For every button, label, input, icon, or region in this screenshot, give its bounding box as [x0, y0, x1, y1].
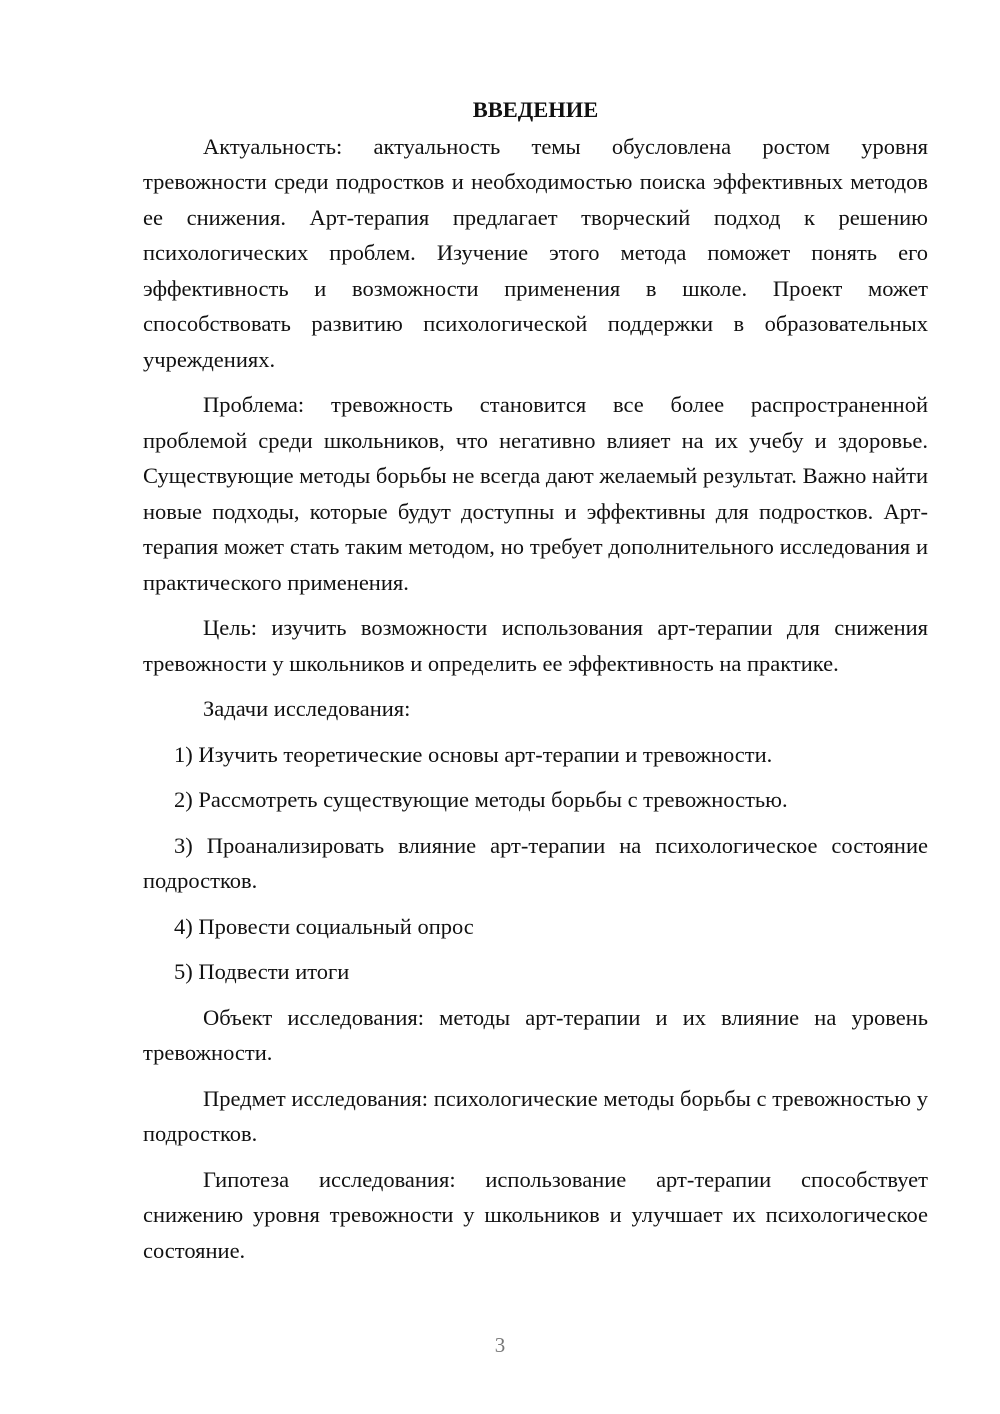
object-paragraph: Объект исследования: методы арт-терапии и их влияние на уровень тревожности.	[143, 1004, 928, 1065]
task-item: 2) Рассмотреть существующие методы борьбы с тревожностью.	[174, 787, 788, 812]
page-number: 3	[494, 1333, 506, 1357]
task-item: 4) Провести социальный опрос	[174, 913, 474, 939]
problem-paragraph: Проблема: тревожность становится все более распространенной проблемой среди школьников, что негативно влияет на их учебу и здоровье. Существующие методы борьбы не всегда дают желаемый результат. Важно найти новые подходы, которые будут доступны и эффективны для подростков. Арт-терапия может стать таким методом, но требует дополнительного исследования и практического применения.	[143, 392, 928, 595]
task-item: 3) Проанализировать влияние арт-терапии на психологическое состояние подростков.	[143, 832, 928, 893]
task-item: 5) Подвести итоги	[174, 959, 350, 984]
goal-paragraph: Цель: изучить возможности использования арт-терапии для снижения тревожности у школьников и определить ее эффективность на практике.	[143, 615, 928, 676]
relevance-paragraph: Актуальность: актуальность темы обусловлена ростом уровня тревожности среди подростков и необходимостью поиска эффективных методов ее снижения. Арт-терапия предлагает творческий подход к решению психологических проблем. Изучение этого метода поможет понять его эффективность и возможности применения в школе. Проект может способствовать развитию психологической поддержки в образовательных учреждениях.	[143, 133, 928, 372]
page-content	[143, 92, 928, 1268]
subject-paragraph: Предмет исследования: психологические методы борьбы с тревожностью у подростков.	[143, 1085, 928, 1146]
hypothesis-paragraph: Гипотеза исследования: использование арт-терапии способствует снижению уровня тревожности у школьников и улучшает их психологическое состояние.	[143, 1166, 928, 1263]
task-item: 1) Изучить теоретические основы арт-терапии и тревожности.	[174, 741, 773, 767]
tasks-heading: Задачи исследования:	[203, 696, 411, 721]
page-title: ВВЕДЕНИЕ	[472, 97, 599, 122]
